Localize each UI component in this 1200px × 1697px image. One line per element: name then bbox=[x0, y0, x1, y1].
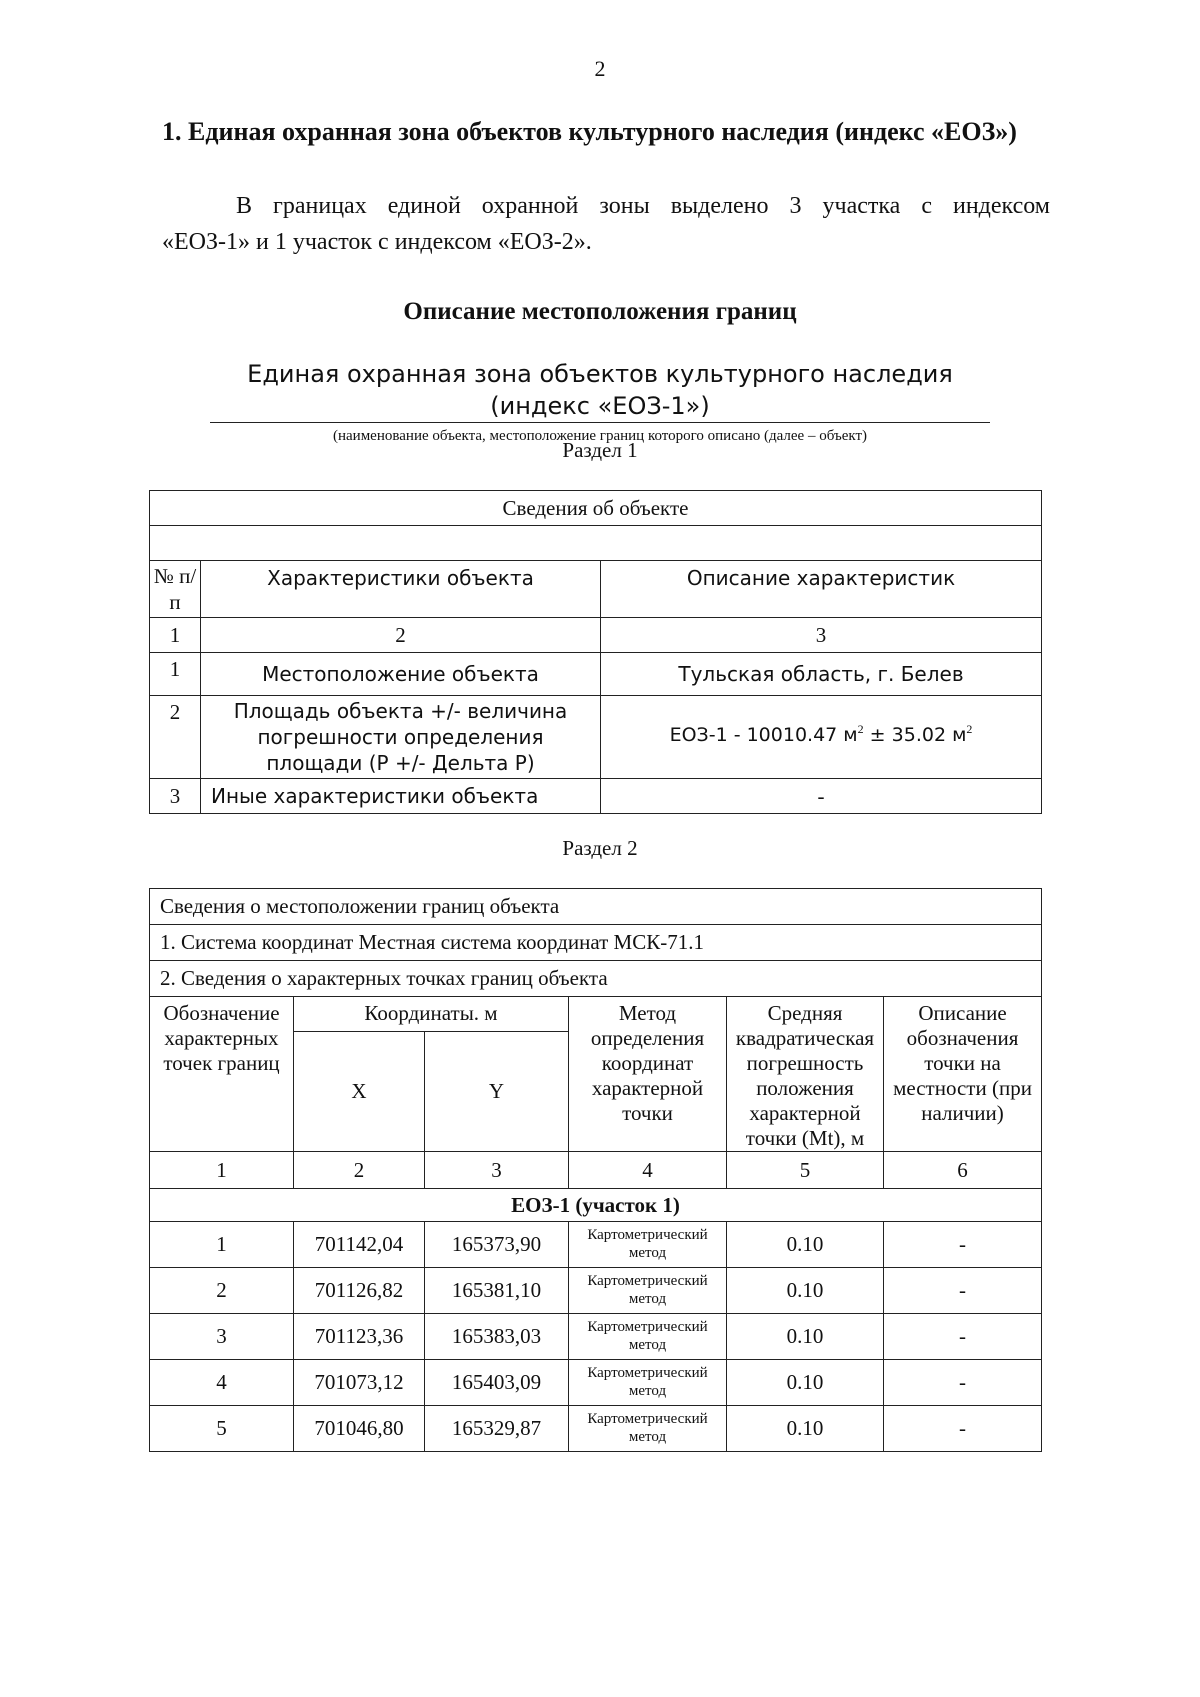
point-x: 701142,04 bbox=[294, 1222, 425, 1268]
point-y: 165383,03 bbox=[425, 1314, 569, 1360]
point-y: 165329,87 bbox=[425, 1406, 569, 1452]
point-x: 701126,82 bbox=[294, 1268, 425, 1314]
boundary-info-title: Сведения о местоположении границ объекта bbox=[150, 889, 1042, 925]
point-error: 0.10 bbox=[727, 1406, 884, 1452]
index-cell: 5 bbox=[727, 1152, 884, 1189]
table-row bbox=[150, 1406, 1042, 1452]
point-x: 701046,80 bbox=[294, 1406, 425, 1452]
point-method: Картометрический метод bbox=[569, 1406, 727, 1452]
header-method: Метод определения координат характерной точки bbox=[569, 997, 727, 1152]
point-method: Картометрический метод bbox=[569, 1222, 727, 1268]
point-method: Картометрический метод bbox=[569, 1360, 727, 1406]
object-name-underline bbox=[210, 422, 990, 423]
intro-paragraph bbox=[162, 188, 1050, 260]
area-value: ЕОЗ-1 - 10010.47 м bbox=[669, 723, 858, 746]
header-error: Средняя квадратическая погрешность положения характерной точки (Mt), м bbox=[727, 997, 884, 1152]
empty-row bbox=[150, 526, 1042, 561]
index-cell: 2 bbox=[294, 1152, 425, 1189]
point-error: 0.10 bbox=[727, 1222, 884, 1268]
point-x: 701123,36 bbox=[294, 1314, 425, 1360]
point-description: - bbox=[884, 1314, 1042, 1360]
row-description: - bbox=[601, 779, 1042, 814]
table-row bbox=[150, 1268, 1042, 1314]
index-cell: 3 bbox=[425, 1152, 569, 1189]
point-number: 4 bbox=[150, 1360, 294, 1406]
intro-paragraph-line1: В границах единой охранной зоны выделено 3 участка с индексом bbox=[236, 193, 1050, 219]
row-characteristic: Площадь объекта +/- величина погрешности определения площади (Р +/- Дельта Р) bbox=[201, 696, 601, 779]
point-description: - bbox=[884, 1268, 1042, 1314]
index-cell: 2 bbox=[201, 618, 601, 653]
point-number: 1 bbox=[150, 1222, 294, 1268]
object-info-table bbox=[149, 490, 1042, 814]
object-info-title: Сведения об объекте bbox=[150, 491, 1042, 526]
row-number: 3 bbox=[150, 779, 201, 814]
row-number: 2 bbox=[150, 696, 201, 779]
group-label: ЕОЗ-1 (участок 1) bbox=[150, 1189, 1042, 1222]
index-cell: 4 bbox=[569, 1152, 727, 1189]
point-y: 165373,90 bbox=[425, 1222, 569, 1268]
header-description: Описание характеристик bbox=[601, 561, 1042, 618]
header-designation: Обозначение характерных точек границ bbox=[150, 997, 294, 1152]
point-number: 5 bbox=[150, 1406, 294, 1452]
section1-label: Раздел 1 bbox=[562, 438, 638, 462]
header-num: № п/п bbox=[150, 561, 201, 618]
section2-label: Раздел 2 bbox=[562, 836, 638, 860]
object-name-caption: (наименование объекта, местоположение границ которого описано (далее – объект) bbox=[332, 428, 868, 444]
area-error-unit-exponent: 2 bbox=[966, 721, 973, 736]
point-y: 165381,10 bbox=[425, 1268, 569, 1314]
point-number: 2 bbox=[150, 1268, 294, 1314]
points-title: 2. Сведения о характерных точках границ объекта bbox=[150, 961, 1042, 997]
index-cell: 6 bbox=[884, 1152, 1042, 1189]
point-y: 165403,09 bbox=[425, 1360, 569, 1406]
header-x: X bbox=[294, 1031, 425, 1151]
page-number: 2 bbox=[594, 56, 606, 81]
coordinate-system: 1. Система координат Местная система координат МСК-71.1 bbox=[150, 925, 1042, 961]
row-description bbox=[601, 696, 1042, 779]
point-method: Картометрический метод bbox=[569, 1268, 727, 1314]
table-row bbox=[150, 1360, 1042, 1406]
index-cell: 1 bbox=[150, 1152, 294, 1189]
row-description: Тульская область, г. Белев bbox=[601, 653, 1042, 696]
object-name-line2: (индекс «ЕОЗ-1») bbox=[490, 392, 710, 420]
index-cell: 3 bbox=[601, 618, 1042, 653]
header-characteristic: Характеристики объекта bbox=[201, 561, 601, 618]
point-error: 0.10 bbox=[727, 1268, 884, 1314]
index-cell: 1 bbox=[150, 618, 201, 653]
table-row bbox=[150, 1222, 1042, 1268]
header-coordinates: Координаты. м bbox=[294, 997, 569, 1032]
point-description: - bbox=[884, 1360, 1042, 1406]
point-description: - bbox=[884, 1222, 1042, 1268]
header-y: Y bbox=[425, 1031, 569, 1151]
point-number: 3 bbox=[150, 1314, 294, 1360]
intro-paragraph-line2: «ЕОЗ-1» и 1 участок с индексом «ЕОЗ-2». bbox=[162, 229, 592, 255]
section-heading: 1. Единая охранная зона объектов культурного наследия (индекс «ЕОЗ») bbox=[162, 117, 1017, 146]
point-error: 0.10 bbox=[727, 1314, 884, 1360]
row-characteristic: Местоположение объекта bbox=[201, 653, 601, 696]
area-unit-exponent: 2 bbox=[857, 721, 864, 736]
area-error: ± 35.02 м bbox=[863, 723, 967, 746]
header-point-description: Описание обозначения точки на местности (при наличии) bbox=[884, 997, 1042, 1152]
table-row bbox=[150, 1314, 1042, 1360]
row-characteristic: Иные характеристики объекта bbox=[201, 779, 601, 814]
point-description: - bbox=[884, 1406, 1042, 1452]
boundary-points-table bbox=[149, 888, 1042, 1452]
row-number: 1 bbox=[150, 653, 201, 696]
point-x: 701073,12 bbox=[294, 1360, 425, 1406]
point-error: 0.10 bbox=[727, 1360, 884, 1406]
object-name bbox=[210, 358, 990, 422]
subheading: Описание местоположения границ bbox=[403, 298, 797, 325]
point-method: Картометрический метод bbox=[569, 1314, 727, 1360]
object-name-line1: Единая охранная зона объектов культурного наследия bbox=[247, 360, 953, 388]
